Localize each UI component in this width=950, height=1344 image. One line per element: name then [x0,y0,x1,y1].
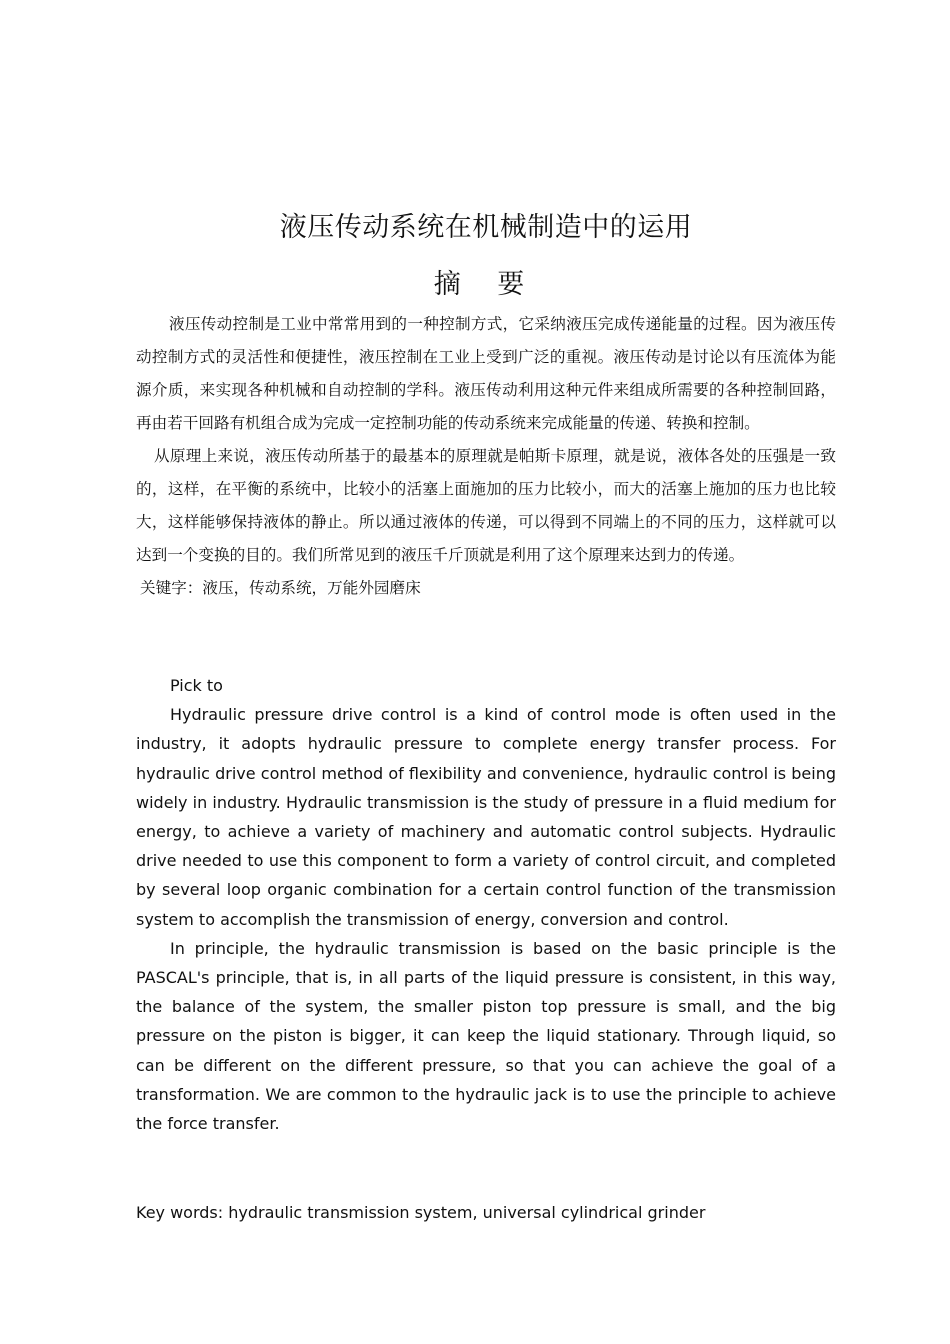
abstract-en-paragraph-1: Hydraulic pressure drive control is a kind of control mode is often used in the industry, it adopts hydraulic pressure to complete energy transfer process. For hydraulic drive control method of flexibility and convenience, hydraulic control is being widely in industry. Hydraulic transmission is the study of pressure in a fluid medium for energy, to achieve a variety of machinery and automatic control subjects. Hydraulic drive needed to use this component to form a variety of control circuit, and completed by several loop organic combination for a certain control function of the transmission system to accomplish the transmission of energy, conversion and control. [136,705,836,929]
abstract-en-paragraph-2: In principle, the hydraulic transmission is based on the basic principle is the PASCAL's principle, that is, in all parts of the liquid pressure is consistent, in this way, the balance of the system, the smaller piston top pressure is small, and the big pressure on the piston is bigger, it can keep the liquid stationary. Through liquid, so can be different on the different pressure, so that you can achieve the goal of a transformation. We are common to the hydraulic jack is to use the principle to achieve the force transfer. [136,938,836,1134]
abstract-cn [136,308,836,605]
abstract-cn-paragraph-1: 液压传动控制是工业中常常用到的一种控制方式，它采纳液压完成传递能量的过程。因为液压传动控制方式的灵活性和便捷性，液压控制在工业上受到广泛的重视。液压传动是讨论以有压流体为能源介质，来实现各种机械和自动控制的学科。液压传动利用这种元件来组成所需要的各种控制回路，再由若干回路有机组合成为完成一定控制功能的传动系统来完成能量的传递、转换和控制。 [136,315,836,432]
keywords-cn: 关键字：液压，传动系统，万能外园磨床 [140,579,421,597]
abstract-cn-paragraph-2: 从原理上来说，液压传动所基于的最基本的原理就是帕斯卡原理，就是说，液体各处的压强是一致的，这样，在平衡的系统中，比较小的活塞上面施加的压力比较小，而大的活塞上施加的压力也比较大，这样能够保持液体的静止。所以通过液体的传递，可以得到不同端上的不同的压力，这样就可以达到一个变换的目的。我们所常见到的液压千斤顶就是利用了这个原理来达到力的传递。 [136,447,836,564]
abstract-heading-cn: 摘 要 [433,269,539,300]
abstract-heading-en: Pick to [170,676,223,695]
abstract-en [136,671,836,1138]
document-title: 液压传动系统在机械制造中的运用 [279,212,693,243]
keywords-en: Key words: hydraulic transmission system, universal cylindrical grinder [136,1203,706,1222]
